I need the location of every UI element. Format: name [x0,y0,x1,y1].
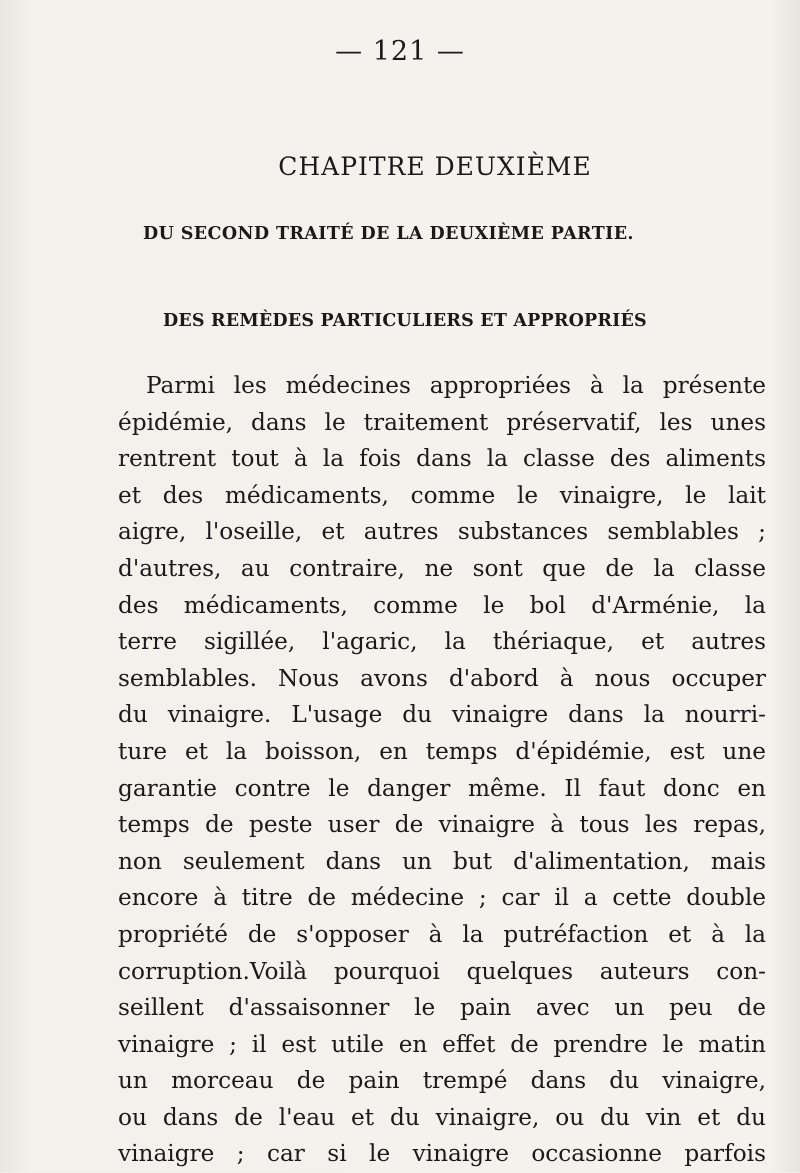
text-line: encore à titre de médecine ; car il a cette double [118,884,766,912]
chapter-title: CHAPITRE DEUXIÈME [278,152,592,181]
text-line: seillent d'assaisonner le pain avec un peu de [118,994,766,1022]
text-line: corruption.Voilà pourquoi quelques auteurs con- [118,957,766,985]
body-paragraph [118,368,766,1173]
text-line: ture et la boisson, en temps d'épidémie, est une [118,737,766,765]
text-line: d'autres, au contraire, ne sont que de la classe [118,554,766,582]
text-line: garantie contre le danger même. Il faut donc en [118,774,766,802]
text-line: non seulement dans un but d'alimentation, mais [118,847,766,875]
text-line: temps de peste user de vinaigre à tous les repas, [118,811,766,839]
text-line: un morceau de pain trempé dans du vinaigre, [118,1067,766,1095]
chapter-subtitle: DU SECOND TRAITÉ DE LA DEUXIÈME PARTIE. [143,224,634,244]
text-line: semblables. Nous avons d'abord à nous occuper [118,664,766,692]
text-line: propriété de s'opposer à la putréfaction et à la [118,920,766,948]
text-line: des médicaments, comme le bol d'Arménie, la [118,591,766,619]
text-line: aigre, l'oseille, et autres substances semblables ; [118,518,766,546]
section-title: DES REMÈDES PARTICULIERS ET APPROPRIÉS [163,311,647,331]
text-line: vinaigre ; car si le vinaigre occasionne parfois [118,1140,766,1168]
text-line: terre sigillée, l'agaric, la thériaque, et autres [118,628,766,656]
text-line: rentrent tout à la fois dans la classe des aliments [118,445,766,473]
text-line: Parmi les médecines appropriées à la présente [146,372,766,399]
text-line: vinaigre ; il est utile en effet de prendre le matin [118,1030,766,1058]
page-number: — 121 — [335,36,465,67]
text-line: et des médicaments, comme le vinaigre, le lait [118,481,766,509]
text-line: épidémie, dans le traitement préservatif, les unes [118,408,766,436]
text-line: du vinaigre. L'usage du vinaigre dans la nourri- [118,701,766,729]
text-line: ou dans de l'eau et du vinaigre, ou du vin et du [118,1103,766,1131]
